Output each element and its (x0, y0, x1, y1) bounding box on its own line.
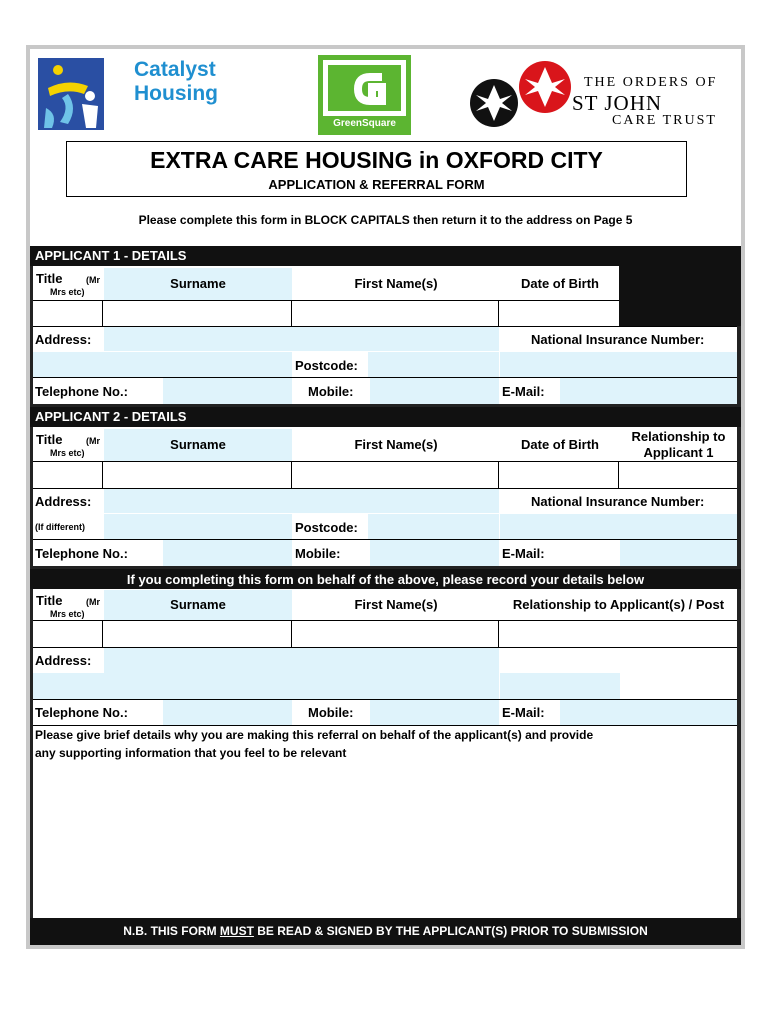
a2-if-different-label: (If different) (35, 522, 85, 532)
ref-mobile-input[interactable] (370, 700, 499, 725)
a1-title-label: Title (36, 271, 63, 286)
a1-address-input[interactable] (104, 327, 499, 351)
a2-title-hint-b: Mrs etc) (50, 448, 85, 458)
a2-mobile-input[interactable] (370, 540, 499, 566)
ref-extra-input[interactable] (500, 673, 620, 699)
ref-telephone-label: Telephone No.: (35, 705, 128, 720)
stjohn-line1: THE ORDERS OF (584, 75, 718, 90)
a2-mobile-label: Mobile: (295, 546, 341, 561)
a1-telephone-label: Telephone No.: (35, 384, 128, 399)
a2-title-label: Title (36, 432, 63, 447)
a2-email-input[interactable] (620, 540, 737, 566)
a1-address-input-2[interactable] (33, 352, 292, 377)
a2-ni-label: National Insurance Number: (531, 494, 705, 509)
a2-relationship-input[interactable] (620, 462, 737, 488)
a1-title-input[interactable] (33, 301, 103, 326)
a2-address-input[interactable] (104, 489, 499, 513)
a1-ni-label: National Insurance Number: (531, 332, 705, 347)
ref-surname-label: Surname (170, 597, 226, 612)
greensquare-logo (318, 55, 411, 135)
a1-title-hint-a: (Mr (86, 275, 100, 285)
a1-mobile-label: Mobile: (308, 384, 354, 399)
a2-firstnames-label: First Name(s) (354, 437, 438, 452)
ref-email-label: E-Mail: (502, 705, 545, 720)
a2-telephone-label: Telephone No.: (35, 546, 128, 561)
page-subtitle: APPLICATION & REFERRAL FORM (268, 177, 485, 192)
a2-relationship-label-a: Relationship to (631, 429, 726, 444)
stjohn-line2: ST JOHN (572, 91, 663, 115)
ref-mobile-label: Mobile: (308, 705, 354, 720)
a1-email-label: E-Mail: (502, 384, 545, 399)
a1-email-input[interactable] (560, 378, 737, 404)
a1-ni-input[interactable] (500, 352, 737, 377)
a2-surname-label: Surname (170, 437, 226, 452)
ref-title-hint-a: (Mr (86, 597, 100, 607)
a2-relationship-label-b: Applicant 1 (643, 445, 714, 460)
ref-right-border (737, 569, 741, 945)
ref-address-input-2[interactable] (33, 673, 499, 699)
a2-dob-label: Date of Birth (521, 437, 599, 452)
a1-firstnames-label: First Name(s) (354, 276, 438, 291)
ref-row-line-4 (33, 725, 737, 726)
a2-dob-input[interactable] (500, 462, 619, 488)
ref-details-line1: Please give brief details why you are making this referral on behalf of the applicant(s) and provide (35, 728, 594, 742)
catalyst-wordmark: Catalyst Housing (134, 58, 218, 105)
footer-text-pre: N.B. THIS FORM (123, 924, 220, 938)
ref-details-textarea[interactable] (33, 764, 737, 918)
a1-surname-label: Surname (170, 276, 226, 291)
a2-heading-text: APPLICANT 2 - DETAILS (35, 409, 187, 424)
a1-heading-text: APPLICANT 1 - DETAILS (35, 248, 187, 263)
ref-firstnames-input[interactable] (293, 621, 499, 647)
a2-postcode-input[interactable] (368, 514, 499, 539)
a2-address-label: Address: (35, 494, 92, 509)
ref-email-input[interactable] (560, 700, 737, 725)
ref-relationship-label: Relationship to Applicant(s) / Post (512, 597, 725, 612)
a1-mobile-input[interactable] (370, 378, 499, 404)
a2-ni-input[interactable] (500, 514, 737, 539)
a2-address-input-2[interactable] (104, 514, 292, 539)
ref-heading (30, 569, 741, 589)
a1-address-label: Address: (35, 332, 92, 347)
a1-telephone-input[interactable] (163, 378, 292, 404)
a1-dark-block (619, 266, 741, 326)
a2-firstnames-input[interactable] (293, 462, 499, 488)
a2-title-hint-a: (Mr (86, 436, 100, 446)
catalyst-housing-logo (38, 58, 238, 130)
a1-postcode-input[interactable] (368, 352, 499, 377)
stjohn-line3: CARE TRUST (612, 113, 717, 128)
a1-postcode-label: Postcode: (295, 358, 358, 373)
a1-title-hint-b: Mrs etc) (50, 287, 85, 297)
a1-heading (30, 246, 741, 266)
st-john-care-trust-logo (468, 55, 738, 135)
footer-text-post: BE READ & SIGNED BY THE APPLICANT(S) PRIOR TO SUBMISSION (253, 924, 648, 938)
a2-email-label: E-Mail: (502, 546, 545, 561)
ref-title-label: Title (36, 593, 63, 608)
a2-right-border (737, 407, 741, 567)
a1-dob-label: Date of Birth (521, 276, 599, 291)
ref-title-input[interactable] (33, 621, 103, 647)
maltese-cross-icon (468, 55, 578, 135)
ref-address-label: Address: (35, 653, 92, 668)
a1-surname-input[interactable] (104, 301, 292, 326)
a2-title-input[interactable] (33, 462, 103, 488)
a2-postcode-label: Postcode: (295, 520, 358, 535)
ref-telephone-input[interactable] (163, 700, 292, 725)
a2-heading (30, 407, 741, 427)
a2-telephone-input[interactable] (163, 540, 292, 566)
a1-firstnames-input[interactable] (293, 301, 499, 326)
ref-surname-input[interactable] (104, 621, 292, 647)
instruction-text: Please complete this form in BLOCK CAPITALS then return it to the address on Page 5 (138, 213, 633, 227)
a1-dob-input[interactable] (500, 301, 619, 326)
ref-firstnames-label: First Name(s) (354, 597, 438, 612)
greensquare-wordmark: GreenSquare (333, 118, 396, 129)
ref-details-line2: any supporting information that you feel to be relevant (35, 746, 347, 760)
page-title: EXTRA CARE HOUSING in OXFORD CITY (150, 147, 603, 173)
footer-band (30, 918, 741, 945)
ref-title-hint-b: Mrs etc) (50, 609, 85, 619)
ref-relationship-input[interactable] (500, 621, 737, 647)
a2-surname-input[interactable] (104, 462, 292, 488)
ref-address-input[interactable] (104, 648, 499, 673)
footer-text-must: MUST (219, 924, 254, 938)
ref-heading-text: If you completing this form on behalf of the above, please record your details below (126, 572, 645, 587)
